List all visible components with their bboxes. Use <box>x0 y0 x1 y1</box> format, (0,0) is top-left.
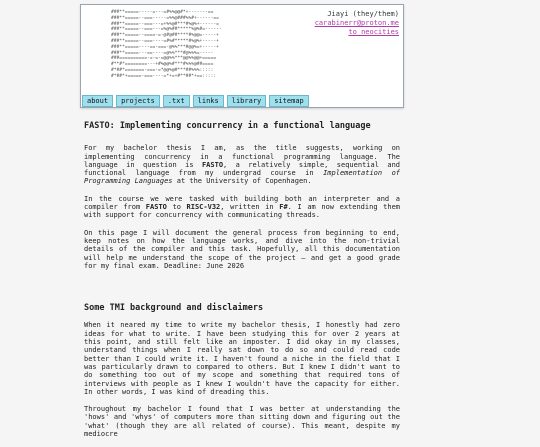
author-name: Jiayi (they/them) <box>327 10 399 18</box>
site-header <box>80 4 404 108</box>
nav-bar <box>82 95 309 107</box>
course-paragraph: In the course we were tasked with building both an interpreter and a compiler from FASTO to RISC-V32, written in F#. I am now extending them with support for concurrency with communicating threads. <box>84 194 401 220</box>
nav-txt[interactable]: .txt <box>163 95 190 107</box>
ascii-art-banner: ###**=====-----=---=#%%@@#*+-------== ###**=====--===-----=%%@###%%#+------== ###**=====--===---=+%%@#***#%@%+------= ###**=====--===---=%@%##*****%@%#=------ ###**=====--====-=-@#@##****#%@@=-----+ ###**=====--===----=#%#*****#%@%+-----+ ###**=====----==-===-@%%***#@@%=+-----+ ###**=====---==----=@%%***#@%%%=----- ###==========-=-=-=@@%%***@@%%@@+===== #**#*========---+#%@@%#***#%%%@##==== #*##*=======-===-=*@@%@#***##%%%::::: #*##*+=====-===----=*+=+#**##*+==::::: <box>111 10 222 79</box>
neocities-link[interactable]: to neocities <box>348 28 399 36</box>
nav-projects[interactable]: projects <box>116 95 160 107</box>
intro-paragraph: For my bachelor thesis I am, as the title suggests, working on implementing concurrency in a functional programming language. The language in question is FASTO, a relatively simple, sequential and functional language from my undergrad course in Implementation of Programming Languages at the University of Copenhagen. <box>84 144 400 186</box>
nav-links[interactable]: links <box>193 95 224 107</box>
bachelor-paragraph: Throughout my bachelor I found that I was better at understanding the 'hows' and 'whys' of computers more than sitting down and figuring out the 'what' (though they are all related of course). This meant, despite my mediocre <box>84 405 400 439</box>
article-content <box>84 118 400 447</box>
email-link[interactable]: carabinerr@proton.me <box>314 19 399 27</box>
plan-paragraph: On this page I will document the general process from beginning to end, keep notes on how the language works, and dive into the non-trivial details of the compiler and this task. Hopefully, all this documentation will help me understand the scope of the project — and get a good grade for my final exam. Deadline: June 2026 <box>84 228 400 270</box>
nav-sitemap[interactable]: sitemap <box>269 95 309 107</box>
background-paragraph: When it neared my time to write my bachelor thesis, I honestly had zero ideas for what to write. I have been studying this for over 2 years at this point, and still felt like an imposter. I did okay in my classes, understand things when I really sat down to do so and could read code better than I could write it. I haven't found a niche in the field that I was particularly drawn to compared to others. But I knew I didn't want to do something too out of my scope and something that required tons of interviews with people as I knew I wouldn't have the capacity for either. In other words, I was kind of dreading this. <box>84 321 400 396</box>
author-info <box>315 10 399 37</box>
section-heading: Some TMI background and disclaimers <box>84 303 264 314</box>
nav-about[interactable]: about <box>82 95 113 107</box>
nav-library[interactable]: library <box>227 95 267 107</box>
page-title: FASTO: Implementing concurrency in a functional language <box>84 121 371 131</box>
